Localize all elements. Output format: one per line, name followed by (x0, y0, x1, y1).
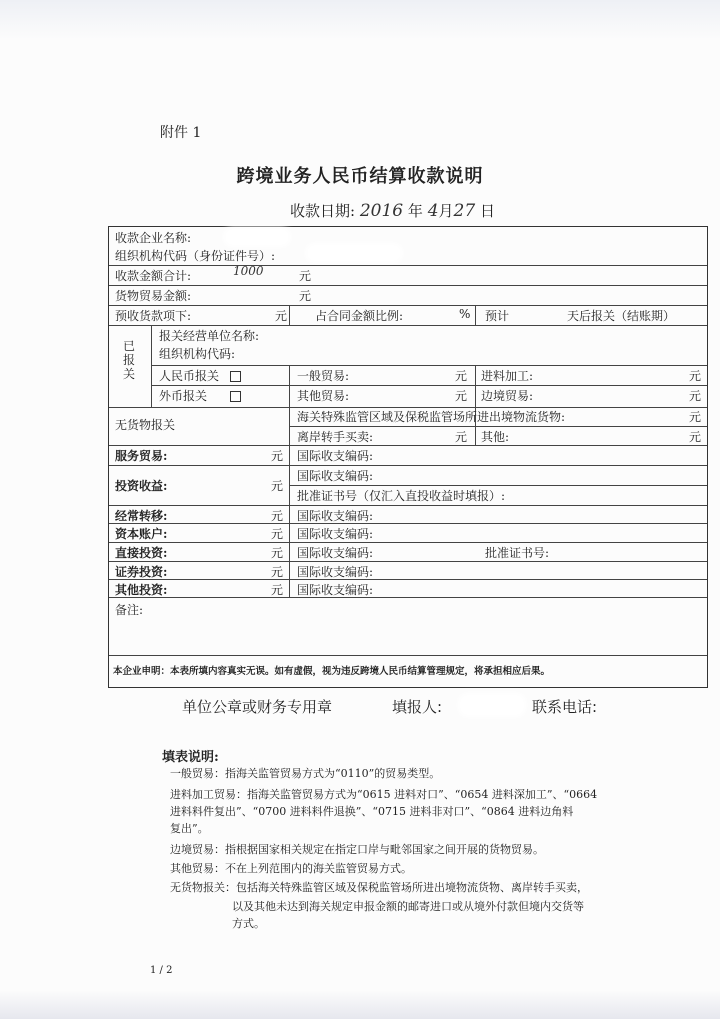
percent-sign: % (459, 307, 471, 321)
date-day-unit: 日 (479, 202, 495, 220)
org-code-label: 组织机构代码（身份证件号）: (115, 249, 276, 263)
declared-label: 已报关 (123, 339, 136, 381)
note-line: 方式。 (232, 917, 265, 930)
capital-account-unit: 元 (271, 527, 284, 541)
general-trade-unit: 元 (455, 369, 468, 383)
redacted-name (227, 231, 287, 243)
redacted-code (309, 247, 399, 259)
capital-account-code-label: 国际收支编码: (297, 527, 374, 541)
seal-label: 单位公章或财务专用章 (182, 698, 333, 716)
goods-trade-unit: 元 (299, 289, 312, 303)
customs-unit-label: 报关经营单位名称: (159, 329, 260, 343)
border-trade-unit: 元 (689, 389, 702, 403)
attachment-label: 附件 1 (160, 125, 202, 141)
general-trade-label: 一般贸易: (297, 369, 350, 383)
note-line: 一般贸易：指海关监管贸易方式为“0110”的贸易类型。 (170, 767, 441, 780)
border-trade-label: 边境贸易: (481, 389, 534, 403)
note-line: 以及其他未达到海关规定申报金额的邮寄进口或从境外付款但境内交货等 (232, 900, 584, 913)
date-year: 2016 (359, 201, 404, 221)
other-invest-unit: 元 (271, 583, 284, 597)
current-transfer-label: 经常转移: (115, 509, 168, 523)
customs-org-label: 组织机构代码: (159, 347, 236, 361)
collection-date (290, 200, 495, 221)
total-unit: 元 (299, 269, 312, 283)
page-number: 1 / 2 (150, 965, 173, 976)
filler-label: 填报人: (392, 698, 443, 716)
payee-name-label: 收款企业名称: (115, 231, 192, 245)
estimate-label: 预计 (485, 309, 510, 323)
other-invest-code-label: 国际收支编码: (297, 583, 374, 597)
offshore-label: 离岸转手买卖: (297, 430, 374, 444)
securities-code-label: 国际收支编码: (297, 565, 374, 579)
processing-unit: 元 (689, 369, 702, 383)
remarks-label: 备注: (115, 603, 144, 617)
offshore-unit: 元 (455, 430, 468, 444)
approval-no-label: 批准证书号: (485, 546, 550, 560)
other-trade-unit: 元 (455, 389, 468, 403)
scan-edge-top (0, 0, 720, 40)
scan-edge-bottom (0, 990, 720, 1019)
rmb-declare-label: 人民币报关 (159, 369, 220, 383)
prepay-unit: 元 (275, 309, 288, 323)
special-zone-label: 海关特殊监管区域及保税监管场所进出境物流货物: (297, 410, 566, 424)
other-unit: 元 (689, 430, 702, 444)
note-line: 其他贸易：不在上列范围内的海关监管贸易方式。 (170, 862, 412, 875)
date-month-unit: 月 (438, 202, 454, 220)
date-year-unit: 年 (407, 202, 423, 220)
direct-invest-code-label: 国际收支编码: (297, 546, 374, 560)
no-goods-label: 无货物报关 (115, 418, 176, 432)
prepay-label: 预收货款项下: (115, 309, 192, 323)
other-label: 其他: (481, 430, 510, 444)
capital-account-label: 资本账户: (115, 527, 168, 541)
securities-label: 证券投资: (115, 565, 168, 579)
current-transfer-unit: 元 (271, 509, 284, 523)
securities-unit: 元 (271, 565, 284, 579)
contract-ratio-label: 占合同金额比例: (315, 309, 404, 323)
settlement-form (108, 226, 708, 688)
date-label: 收款日期: (290, 202, 356, 220)
declaration-text: 本企业申明：本表所填内容真实无误。如有虚假，视为违反跨境人民币结算管理规定，将承担相应后果。 (113, 666, 551, 677)
redacted-filler (462, 697, 522, 713)
rmb-declare-option[interactable] (159, 367, 241, 384)
invest-income-label: 投资收益: (115, 479, 168, 493)
phone-label: 联系电话: (532, 698, 598, 716)
goods-trade-label: 货物贸易金额: (115, 289, 192, 303)
fx-declare-option[interactable] (159, 387, 241, 404)
invest-intl-code-label: 国际收支编码: (297, 469, 374, 483)
processing-label: 进料加工: (481, 369, 534, 383)
direct-invest-unit: 元 (271, 546, 284, 560)
notes-title: 填表说明: (162, 750, 219, 765)
total-label: 收款金额合计: (115, 269, 192, 283)
other-invest-label: 其他投资: (115, 583, 168, 597)
note-line: 无货物报关：包括海关特殊监管区域及保税监管场所进出境物流货物、离岸转手买卖， (170, 881, 588, 894)
note-line: 边境贸易：指根据国家相关规定在指定口岸与毗邻国家之间开展的货物贸易。 (170, 843, 544, 856)
note-line: 进料加工贸易：指海关监管贸易方式为“0615 进料对口”、“0654 进料深加工”、“0664 (170, 788, 598, 801)
date-month: 4 (427, 201, 439, 221)
rmb-declare-checkbox[interactable] (230, 371, 241, 382)
direct-invest-label: 直接投资: (115, 546, 168, 560)
invest-income-unit: 元 (271, 479, 284, 493)
document-title: 跨境业务人民币结算收款说明 (236, 166, 484, 187)
total-value: 1000 (233, 264, 264, 278)
service-trade-unit: 元 (271, 449, 284, 463)
other-trade-label: 其他贸易: (297, 389, 350, 403)
service-trade-label: 服务贸易: (115, 449, 168, 463)
fx-declare-checkbox[interactable] (230, 391, 241, 402)
after-days-label: 天后报关（结账期） (567, 309, 676, 323)
approval-note-label: 批准证书号（仅汇入直投收益时填报）: (297, 489, 506, 503)
service-intl-code-label: 国际收支编码: (297, 449, 374, 463)
special-zone-unit: 元 (689, 410, 702, 424)
date-day: 27 (453, 201, 476, 221)
note-line: 进料料件复出”、“0700 进料料件退换”、“0715 进料非对口”、“0864 进料边角料 (170, 805, 574, 818)
note-line: 复出”。 (170, 822, 209, 835)
current-transfer-code-label: 国际收支编码: (297, 509, 374, 523)
fx-declare-label: 外币报关 (159, 389, 208, 403)
